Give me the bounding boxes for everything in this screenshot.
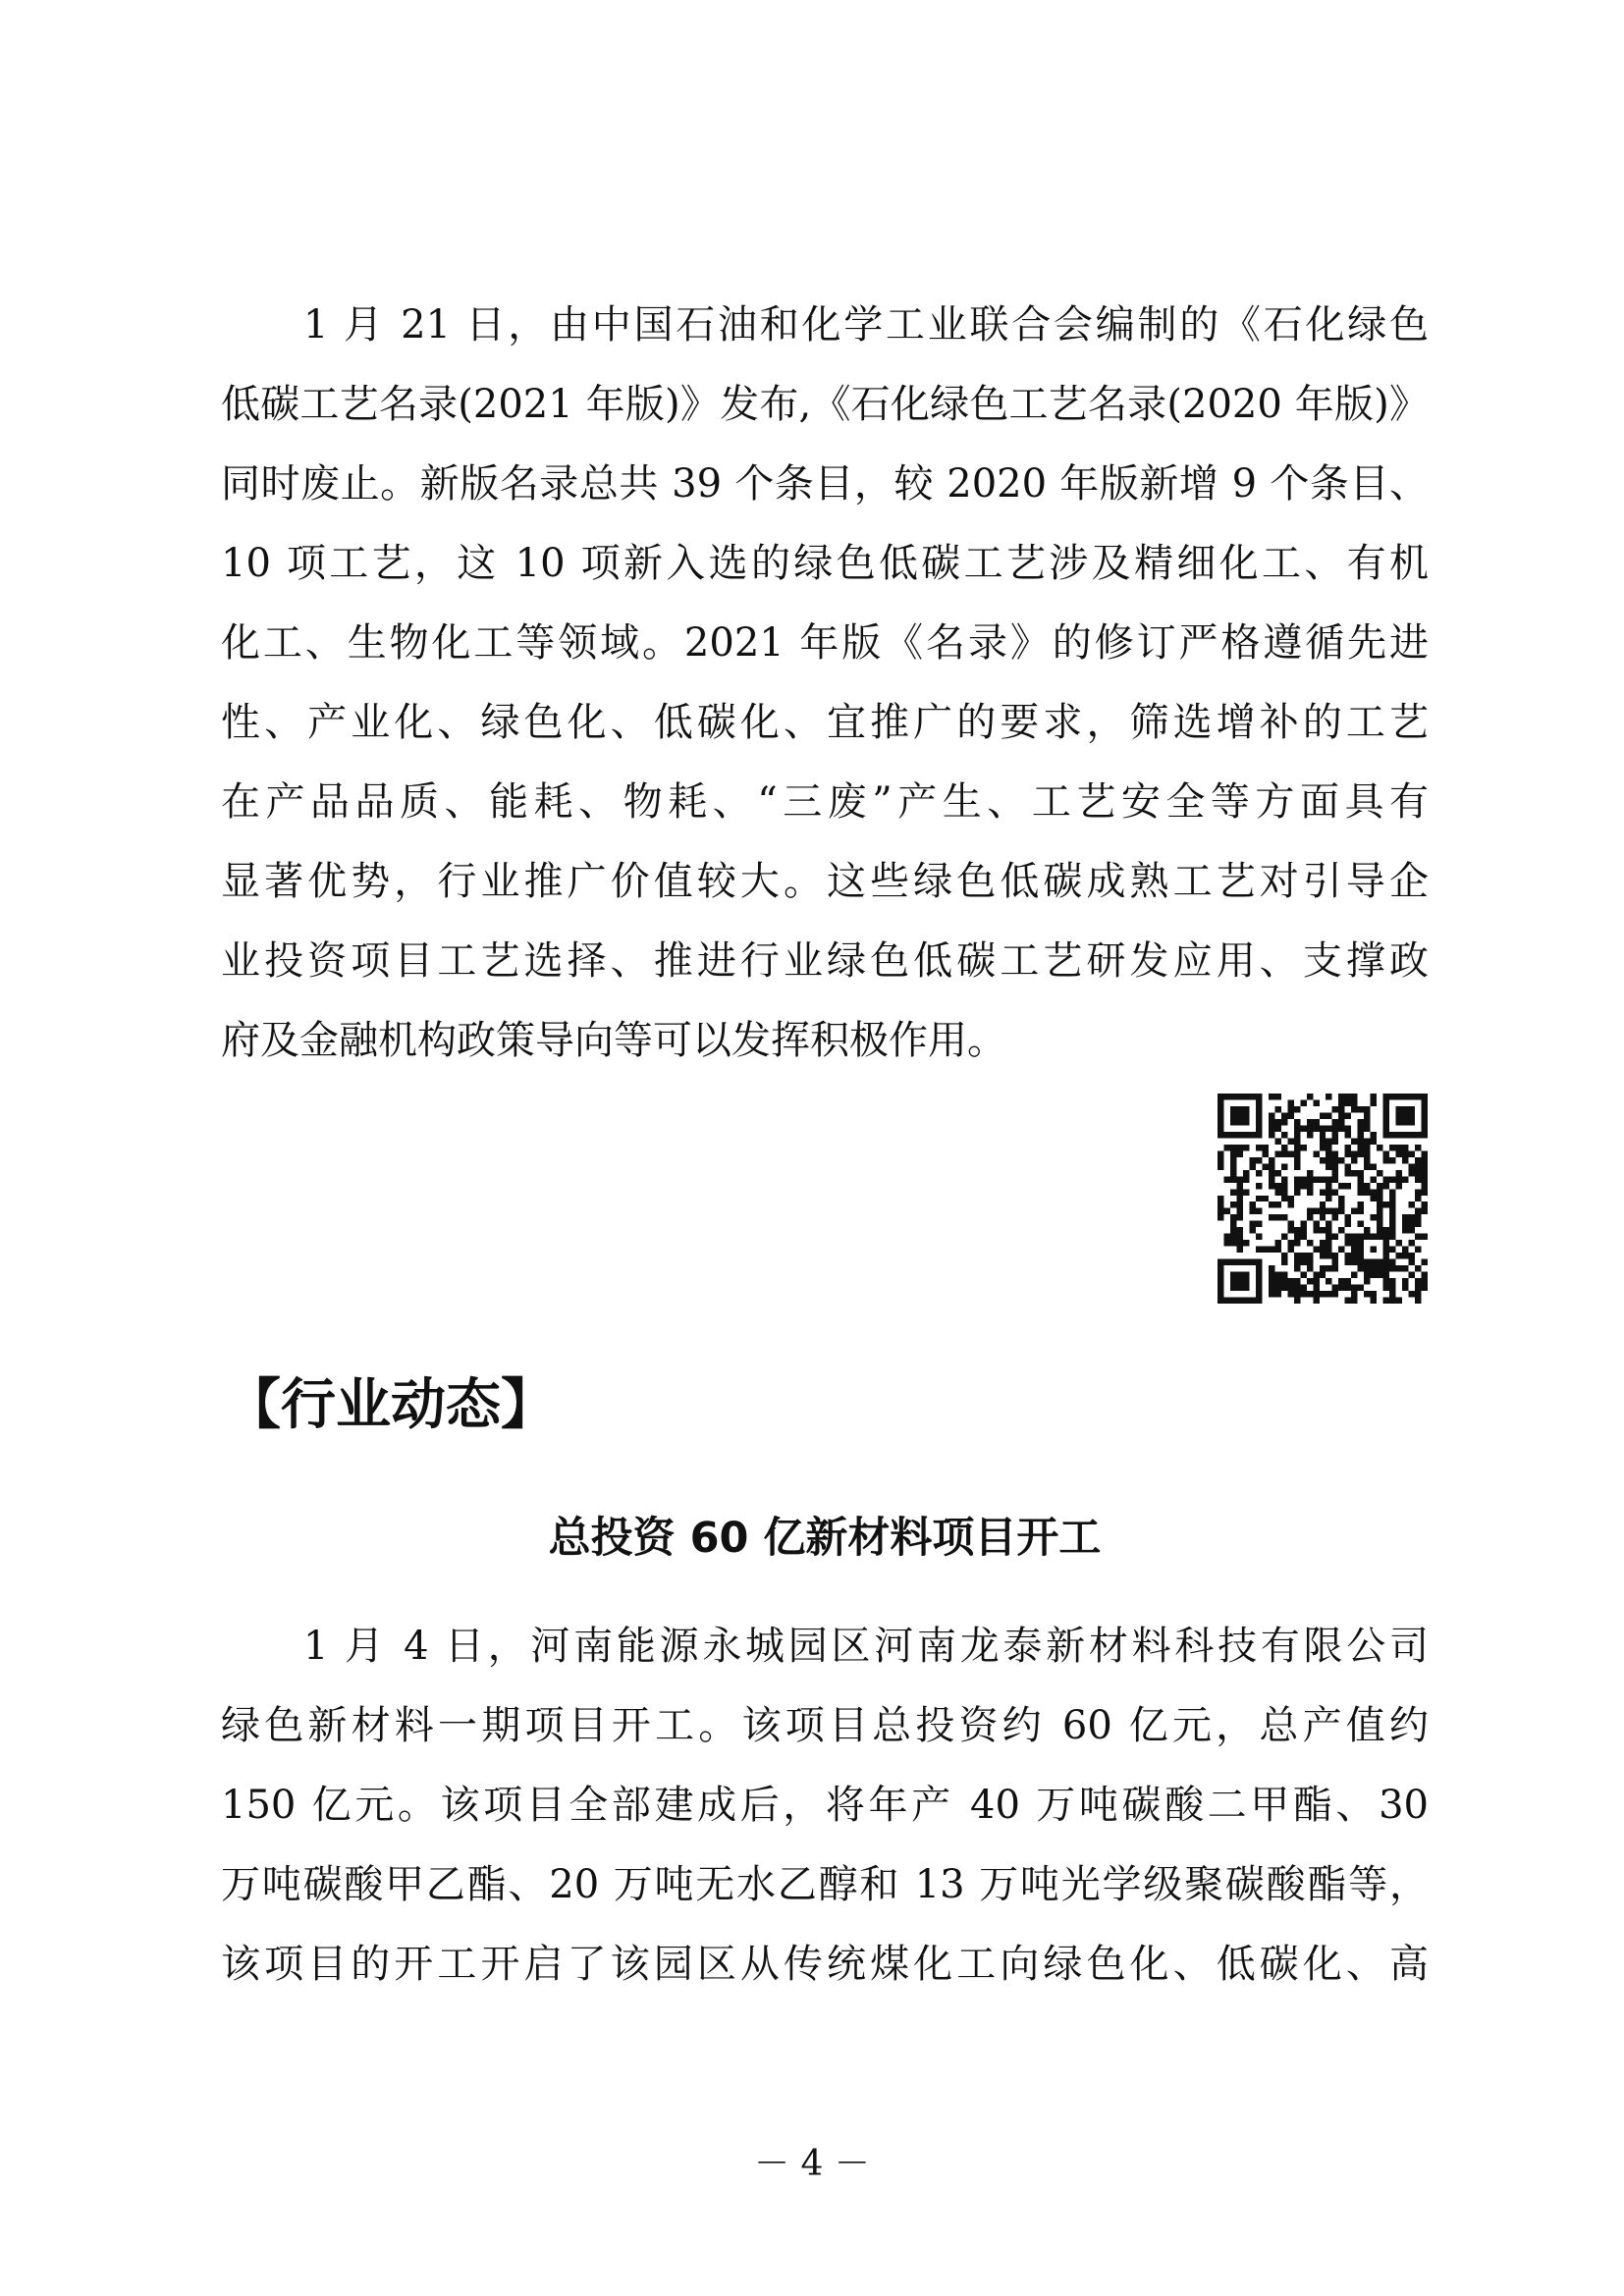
page-number: － 4 － (754, 2144, 870, 2184)
qr-code-image (1218, 1094, 1428, 1304)
article-2-title: 总投资 60 亿新材料项目开工 (548, 1514, 1102, 1563)
article-2-paragraph (221, 1607, 1429, 2004)
article-1-line-6: 性、产业化、绿色化、低碳化、宜推广的要求，筛选增补的工艺 (221, 700, 1429, 745)
article-2-line-2: 绿色新材料一期项目开工。该项目总投资约 60 亿元，总产值约 (221, 1703, 1429, 1748)
article-2-line-3: 150 亿元。该项目全部建成后，将年产 40 万吨碳酸二甲酯、30 (221, 1783, 1429, 1828)
article-1-line-1: 1 月 21 日，由中国石油和化学工业联合会编制的《石化绿色 (303, 302, 1429, 347)
article-1-line-9: 业投资项目工艺选择、推进行业绿色低碳工艺研发应用、支撑政 (221, 938, 1429, 984)
article-2-line-4: 万吨碳酸甲乙酯、20 万吨无水乙醇和 13 万吨光学级聚碳酸酯等， (221, 1862, 1429, 1907)
article-1-line-8: 显著优势，行业推广价值较大。这些绿色低碳成熟工艺对引导企 (221, 859, 1429, 904)
article-1-line-3: 同时废止。新版名录总共 39 个条目，较 2020 年版新增 9 个条目、 (221, 461, 1429, 507)
article-1-paragraph (221, 286, 1429, 1081)
article-2-line-1: 1 月 4 日，河南能源永城园区河南龙泰新材料科技有限公司 (303, 1624, 1429, 1669)
qr-code (1218, 1094, 1428, 1304)
article-1-line-4: 10 项工艺，这 10 项新入选的绿色低碳工艺涉及精细化工、有机 (221, 541, 1429, 586)
section-heading: 【行业动态】 (226, 1373, 556, 1437)
article-1-line-7: 在产品品质、能耗、物耗、“三废”产生、工艺安全等方面具有 (221, 779, 1429, 825)
article-1-line-5: 化工、生物化工等领域。2021 年版《名录》的修订严格遵循先进 (221, 620, 1429, 666)
article-2-line-5: 该项目的开工开启了该园区从传统煤化工向绿色化、低碳化、高 (221, 1942, 1429, 1987)
article-1-line-2: 低碳工艺名录(2021 年版)》发布,《石化绿色工艺名录(2020 年版)》 (221, 382, 1429, 427)
article-1-line-10: 府及金融机构政策导向等可以发挥积极作用。 (221, 1018, 1006, 1063)
